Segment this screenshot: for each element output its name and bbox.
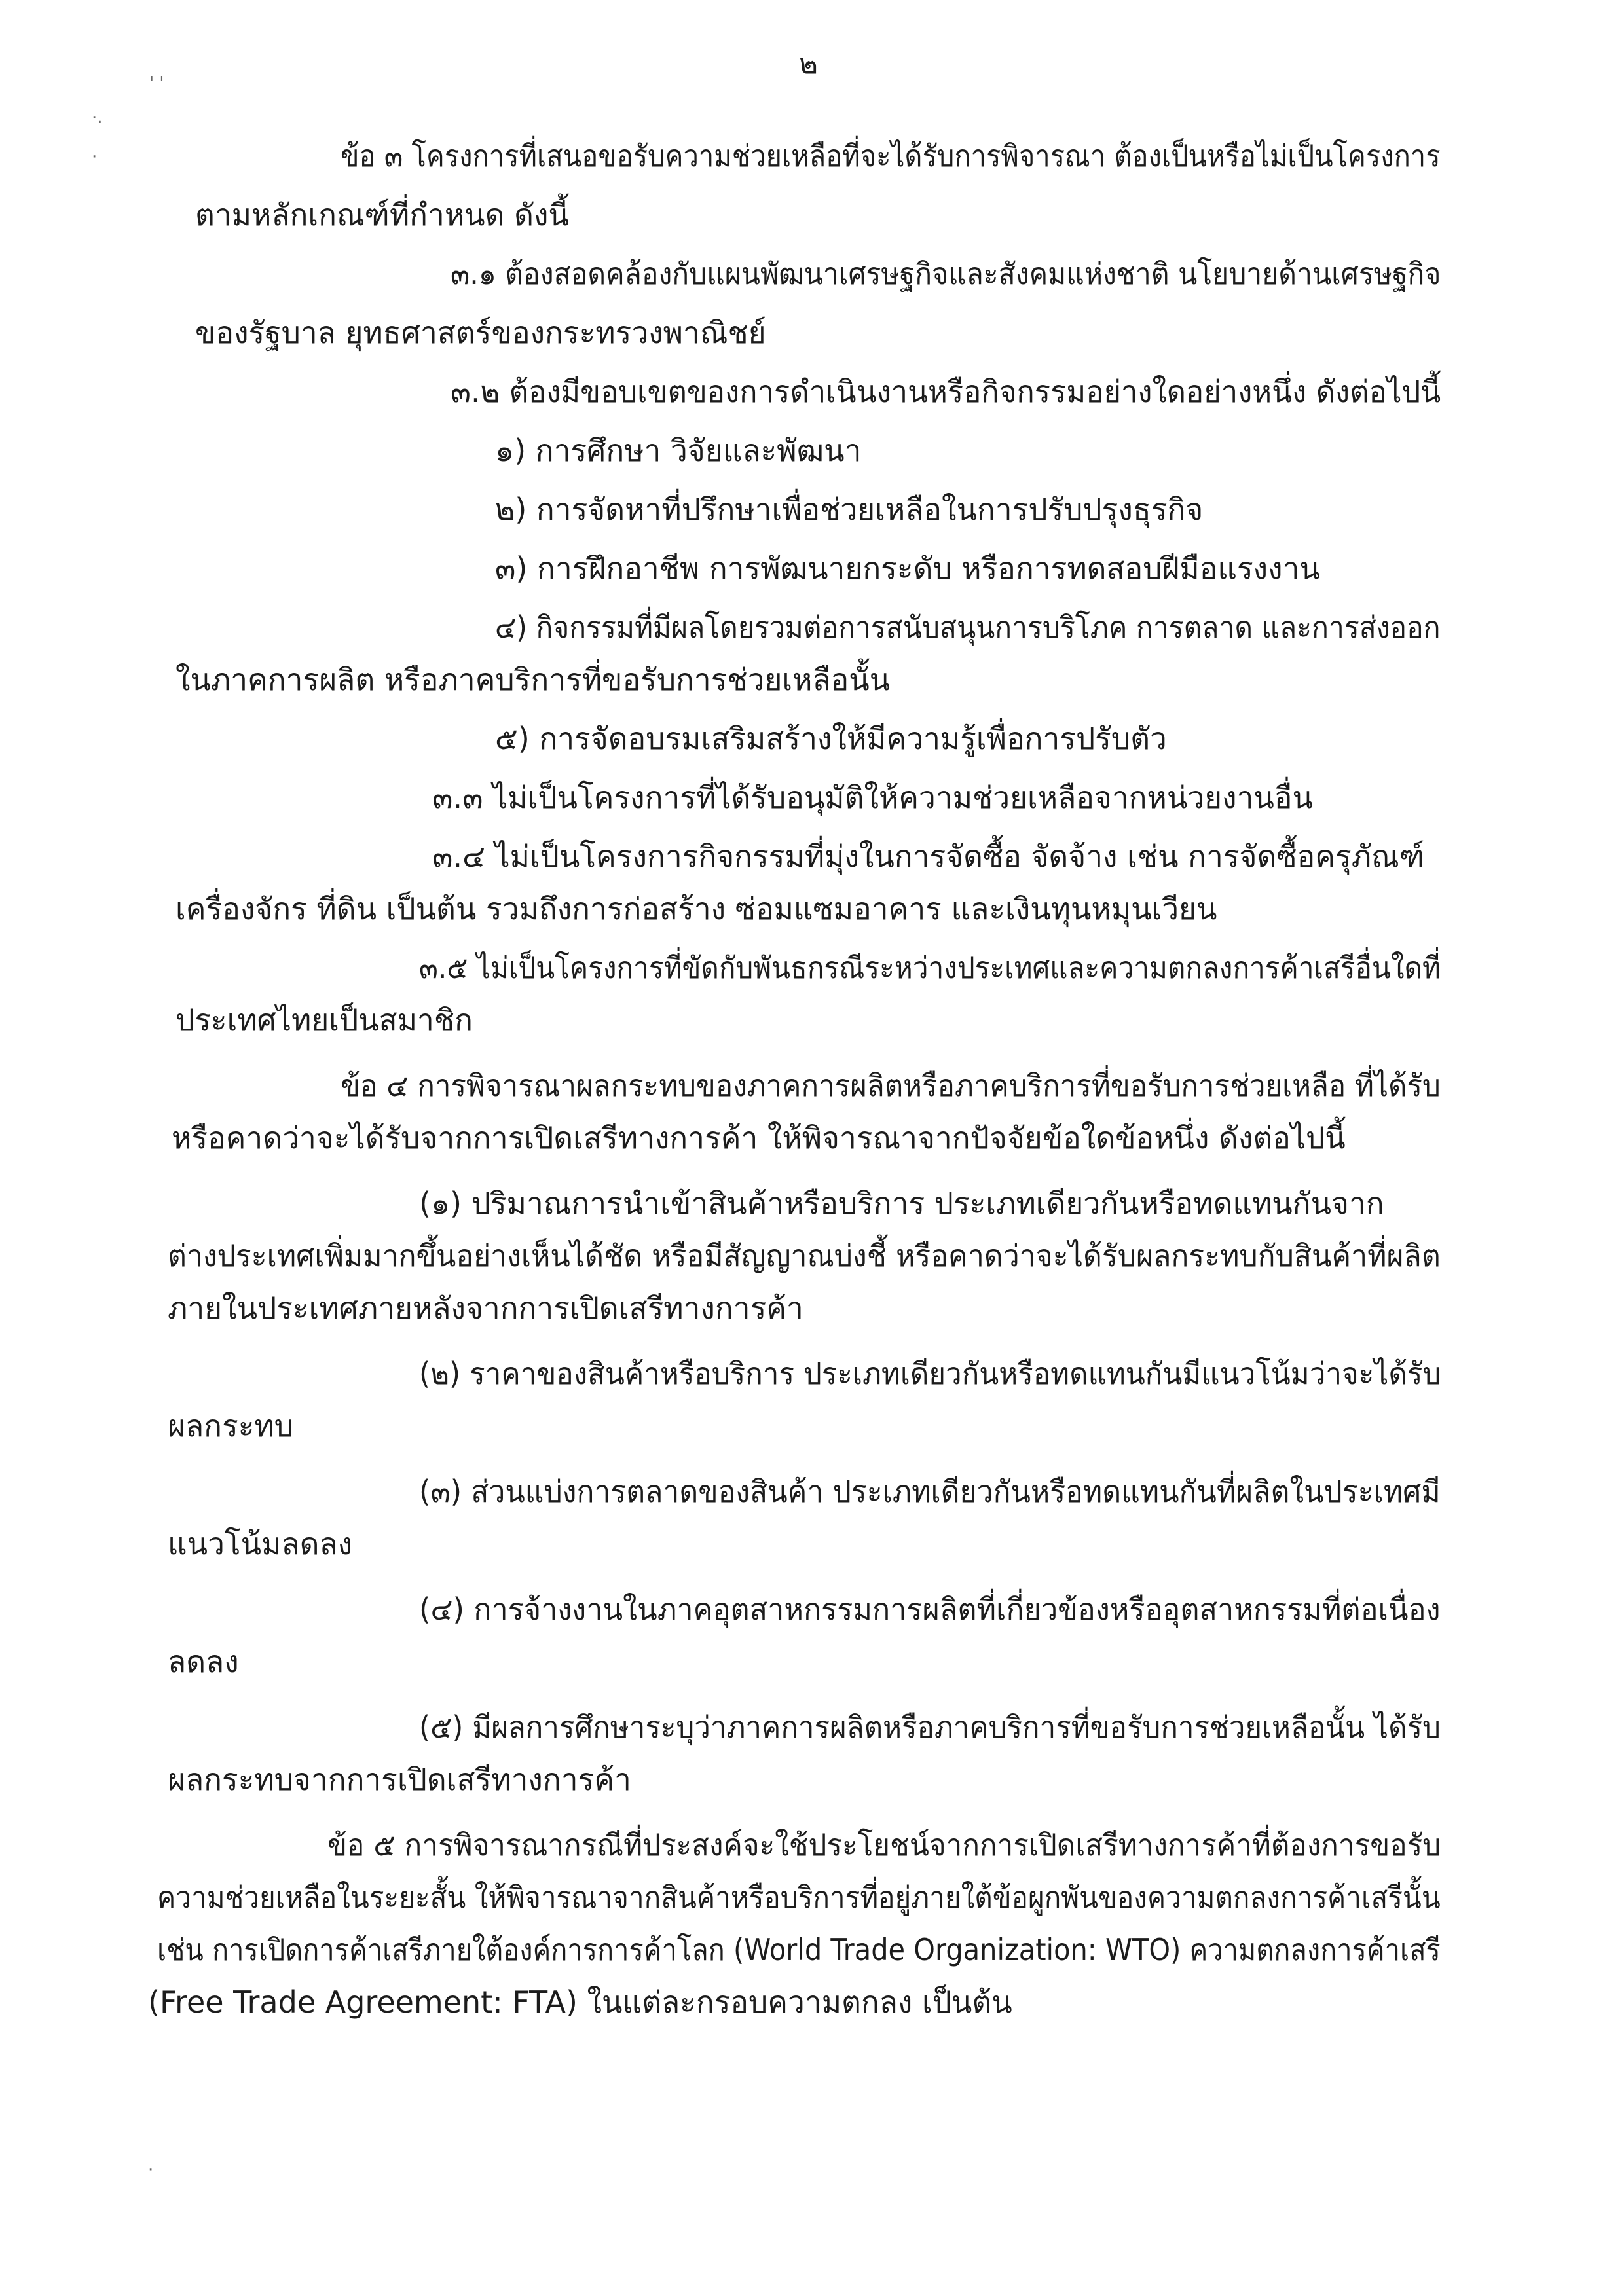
clause-5-line-3: เช่น การเปิดการค้าเสรีภายใต้องค์การการค้าโลก (World Trade Organization: WTO) ความตกลงการค้าเสรี	[157, 1932, 1441, 1967]
clause-4-factor-4-line-2: ลดลง	[168, 1644, 239, 1679]
clause-3-1-line-2: ของรัฐบาล ยุทธศาสตร์ของกระทรวงพาณิชย์	[195, 315, 766, 350]
clause-4-factor-2-line-1: (๒) ราคาของสินค้าหรือบริการ ประเภทเดียวกันหรือทดแทนกันมีแนวโน้มว่าจะได้รับ	[419, 1356, 1441, 1391]
clause-3-5-line-1: ๓.๕ ไม่เป็นโครงการที่ขัดกับพันธกรณีระหว่างประเทศและความตกลงการค้าเสรีอื่นใดที่	[419, 950, 1441, 985]
clause-4-line-2: หรือคาดว่าจะได้รับจากการเปิดเสรีทางการค้า ให้พิจารณาจากปัจจัยข้อใดข้อหนึ่ง ดังต่อไปนี้	[172, 1120, 1346, 1156]
clause-3-2-item-5: ๕) การจัดอบรมเสริมสร้างให้มีความรู้เพื่อการปรับตัว	[495, 721, 1167, 756]
clause-5-line-4: (Free Trade Agreement: FTA) ในแต่ละกรอบความตกลง เป็นต้น	[148, 1984, 1012, 2020]
clause-4-factor-3-line-1: (๓) ส่วนแบ่งการตลาดของสินค้า ประเภทเดียวกันหรือทดแทนกันที่ผลิตในประเทศมี	[419, 1474, 1441, 1509]
clause-3-2-item-4-line-1: ๔) กิจกรรมที่มีผลโดยรวมต่อการสนับสนุนการบริโภค การตลาด และการส่งออก	[495, 610, 1441, 645]
clause-3-5-line-2: ประเทศไทยเป็นสมาชิก	[175, 1002, 473, 1038]
clause-3-line-1: ข้อ ๓ โครงการที่เสนอขอรับความช่วยเหลือที่จะได้รับการพิจารณา ต้องเป็นหรือไม่เป็นโครงการ	[341, 138, 1441, 173]
clause-3-3: ๓.๓ ไม่เป็นโครงการที่ได้รับอนุมัติให้ความช่วยเหลือจากหน่วยงานอื่น	[432, 780, 1313, 815]
clause-3-2-item-4-line-2: ในภาคการผลิต หรือภาคบริการที่ขอรับการช่วยเหลือนั้น	[175, 662, 891, 697]
clause-3-line-2: ตามหลักเกณฑ์ที่กำหนด ดังนี้	[195, 197, 569, 232]
clause-4-factor-1-line-1: (๑) ปริมาณการนำเข้าสินค้าหรือบริการ ประเภทเดียวกันหรือทดแทนกันจาก	[419, 1186, 1384, 1221]
clause-4-line-1: ข้อ ๔ การพิจารณาผลกระทบของภาคการผลิตหรือภาคบริการที่ขอรับการช่วยเหลือ ที่ได้รับ	[341, 1068, 1441, 1103]
scan-speck: ·	[148, 2160, 154, 2180]
clause-5-line-1: ข้อ ๕ การพิจารณากรณีที่ประสงค์จะใช้ประโยชน์จากการเปิดเสรีทางการค้าที่ต้องการขอรับ	[327, 1827, 1441, 1863]
scan-speck: ·	[92, 147, 98, 167]
scan-speck: ·.	[92, 108, 103, 128]
clause-3-1-line-1: ๓.๑ ต้องสอดคล้องกับแผนพัฒนาเศรษฐกิจและสังคมแห่งชาติ นโยบายด้านเศรษฐกิจ	[451, 256, 1441, 291]
clause-3-2-item-2: ๒) การจัดหาที่ปรึกษาเพื่อช่วยเหลือในการปรับปรุงธุรกิจ	[495, 492, 1204, 527]
clause-4-factor-5-line-2: ผลกระทบจากการเปิดเสรีทางการค้า	[168, 1762, 631, 1797]
clause-4-factor-1-line-3: ภายในประเทศภายหลังจากการเปิดเสรีทางการค้า	[168, 1290, 803, 1326]
clause-4-factor-4-line-1: (๔) การจ้างงานในภาคอุตสาหกรรมการผลิตที่เกี่ยวข้องหรืออุตสาหกรรมที่ต่อเนื่อง	[419, 1592, 1441, 1627]
clause-3-2-line-1: ๓.๒ ต้องมีขอบเขตของการดำเนินงานหรือกิจกรรมอย่างใดอย่างหนึ่ง ดังต่อไปนี้	[451, 374, 1441, 409]
clause-3-4-line-1: ๓.๔ ไม่เป็นโครงการกิจกรรมที่มุ่งในการจัดซื้อ จัดจ้าง เช่น การจัดซื้อครุภัณฑ์	[432, 839, 1424, 874]
clause-3-4-line-2: เครื่องจักร ที่ดิน เป็นต้น รวมถึงการก่อสร้าง ซ่อมแซมอาคาร และเงินทุนหมุนเวียน	[175, 891, 1217, 926]
clause-5-line-2: ความช่วยเหลือในระยะสั้น ให้พิจารณาจากสินค้าหรือบริการที่อยู่ภายใต้ข้อผูกพันของความตกลงการค้าเสรีนั้น	[157, 1880, 1441, 1915]
clause-3-2-item-1: ๑) การศึกษา วิจัยและพัฒนา	[495, 433, 862, 468]
clause-4-factor-2-line-2: ผลกระทบ	[168, 1408, 293, 1444]
clause-4-factor-5-line-1: (๕) มีผลการศึกษาระบุว่าภาคการผลิตหรือภาคบริการที่ขอรับการช่วยเหลือนั้น ได้รับ	[419, 1709, 1441, 1745]
clause-4-factor-3-line-2: แนวโน้มลดลง	[168, 1526, 353, 1561]
clause-3-2-item-3: ๓) การฝึกอาชีพ การพัฒนายกระดับ หรือการทดสอบฝีมือแรงงาน	[495, 551, 1320, 586]
scan-speck: ' '	[149, 73, 164, 93]
clause-4-factor-1-line-2: ต่างประเทศเพิ่มมากขึ้นอย่างเห็นได้ชัด หรือมีสัญญาณบ่งชี้ หรือคาดว่าจะได้รับผลกระทบกับสินค้าที่ผลิต	[168, 1238, 1441, 1273]
page-number: ๒	[799, 47, 819, 81]
